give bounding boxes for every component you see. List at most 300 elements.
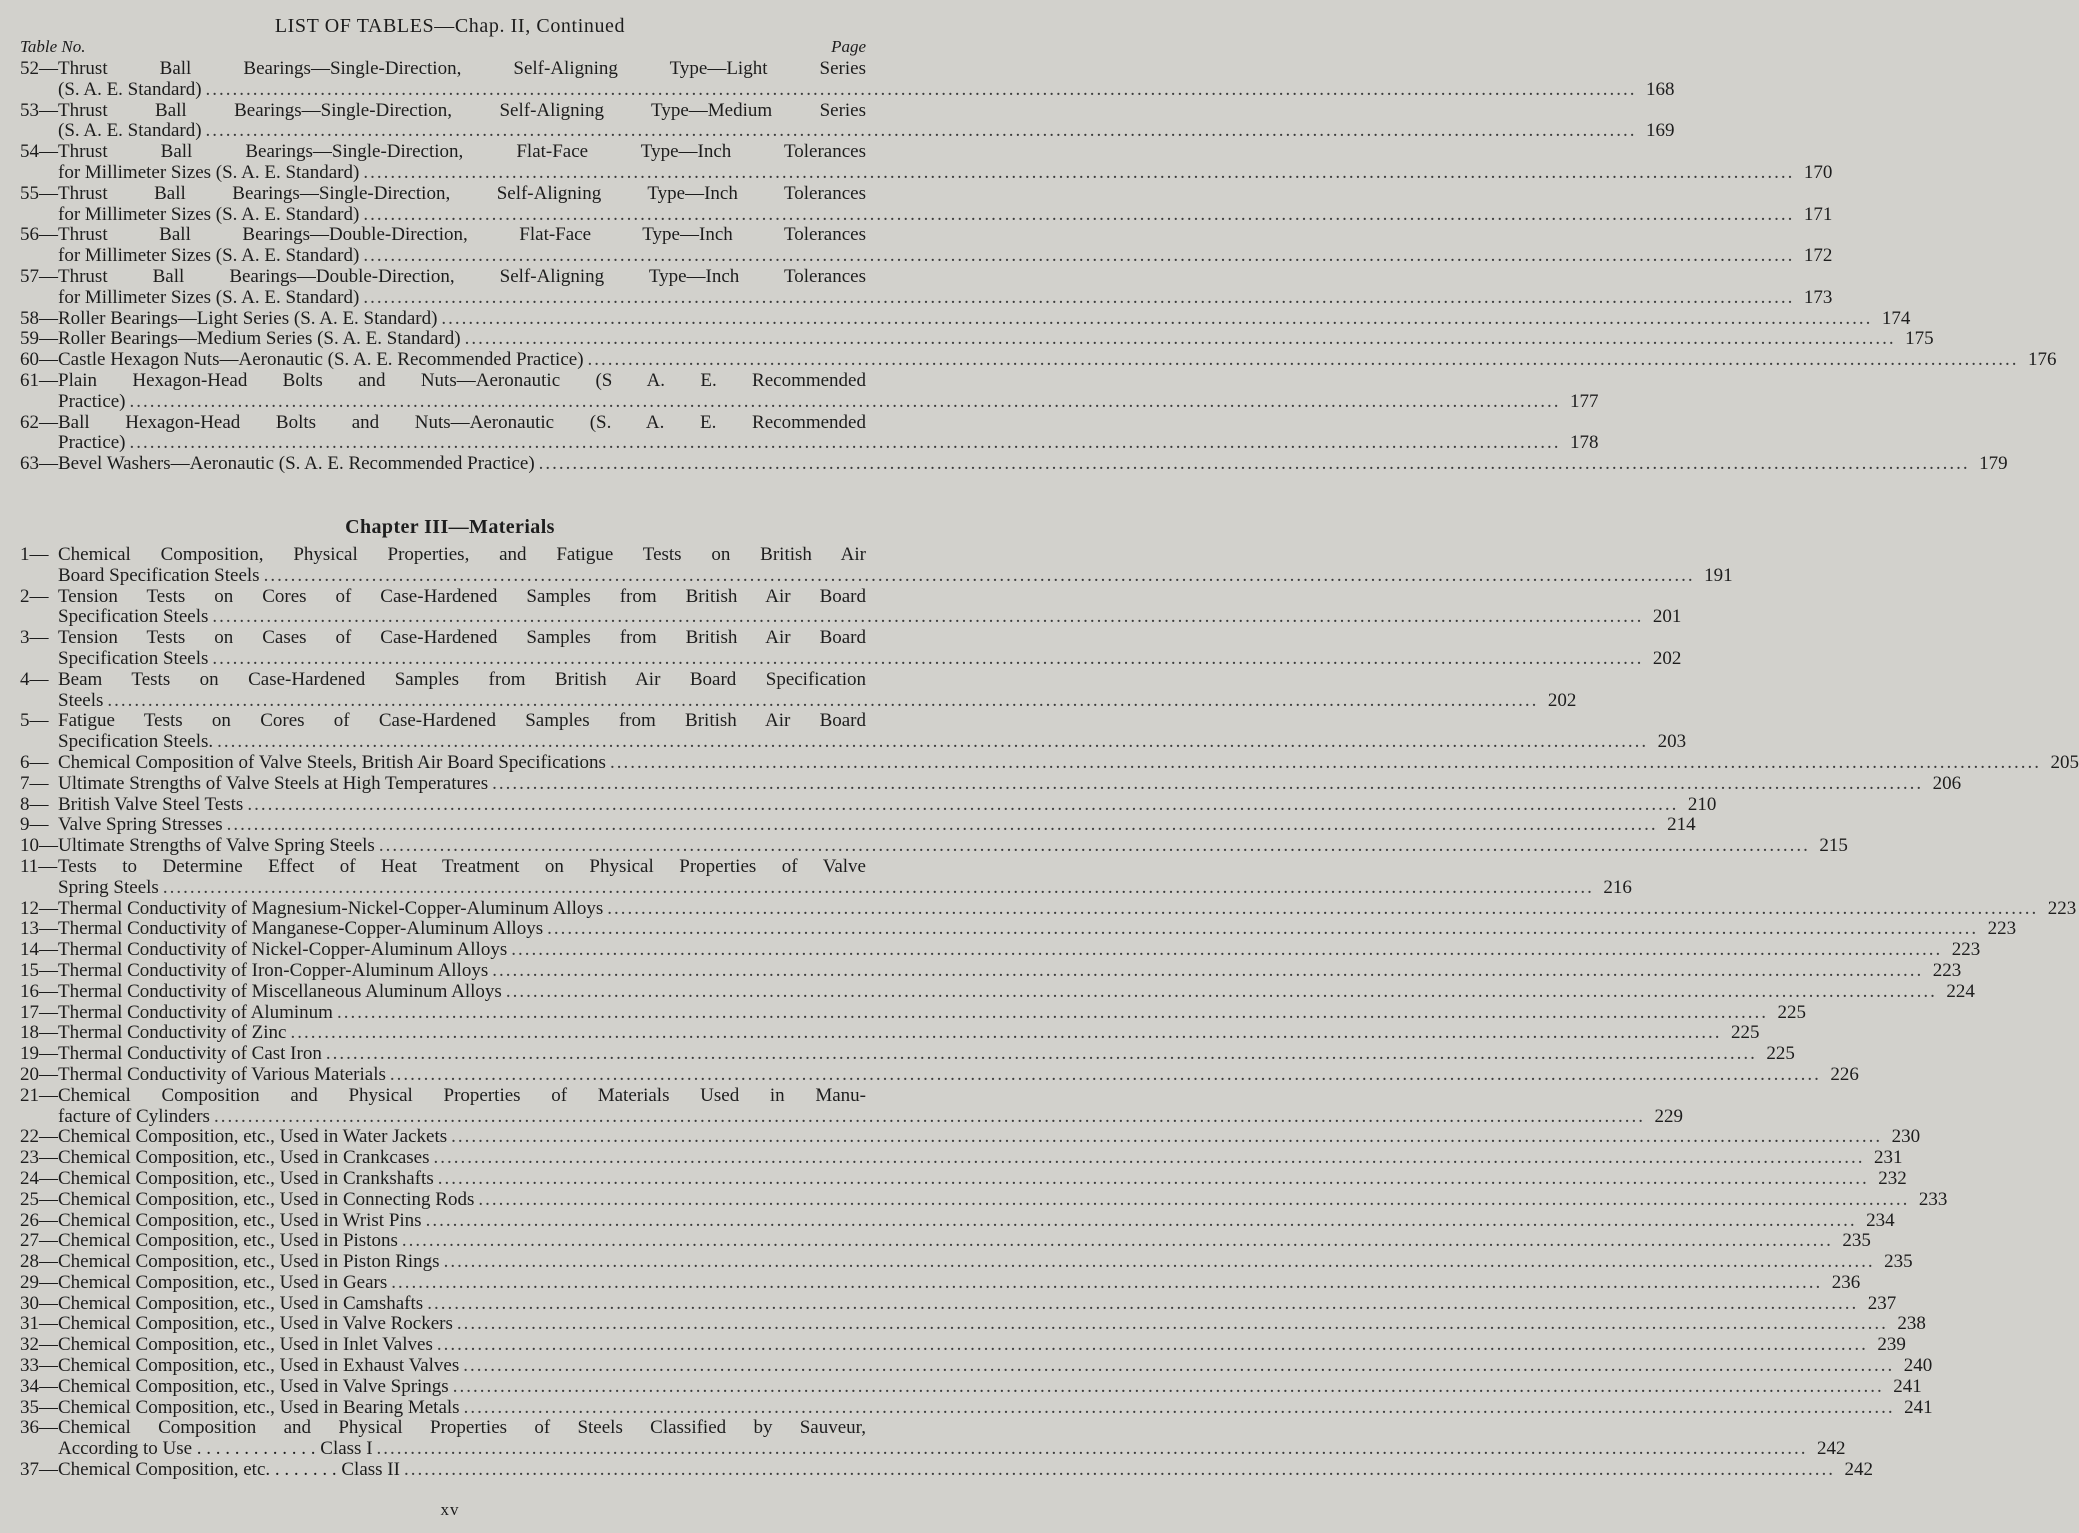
dot-leader xyxy=(107,691,1538,712)
entry-title: for Millimeter Sizes (S. A. E. Standard) xyxy=(58,203,360,225)
table-number: 12— xyxy=(20,897,58,919)
dot-leader xyxy=(427,1294,1858,1315)
table-number: 21— xyxy=(20,1084,58,1106)
table-number: 58— xyxy=(20,307,58,329)
dot-leader xyxy=(433,1148,1864,1169)
entry-line xyxy=(20,267,866,288)
dot-leader xyxy=(457,1314,1888,1335)
toc-entry xyxy=(20,1167,1907,1190)
page-reference: 235 xyxy=(1842,1230,1871,1252)
entry-title: Chemical Composition, etc., Used in Exhaust Valves xyxy=(58,1355,460,1377)
entry-title: Chemical Composition, etc., Used in Camshafts xyxy=(58,1292,424,1314)
entry-line xyxy=(20,59,866,80)
entry-title: Chemical Composition, etc., Used in Gears xyxy=(58,1271,388,1293)
page-reference: 234 xyxy=(1866,1209,1895,1231)
dot-leader xyxy=(212,649,1643,670)
toc-entry xyxy=(20,980,1975,1003)
entry-line xyxy=(20,670,866,691)
dot-leader xyxy=(227,815,1658,836)
page-reference: 232 xyxy=(1878,1167,1907,1189)
entry-continuation-line xyxy=(20,432,1599,454)
entry-continuation-line xyxy=(20,245,1833,267)
entry-line xyxy=(20,1086,866,1107)
table-number: 62— xyxy=(20,411,58,433)
page-reference: 175 xyxy=(1905,328,1934,350)
table-number: 54— xyxy=(20,141,58,163)
table-number: 6— xyxy=(20,751,49,773)
table-number: 30— xyxy=(20,1292,58,1314)
dot-leader xyxy=(326,1044,1757,1065)
dot-leader xyxy=(547,919,1978,940)
entry-line xyxy=(20,1001,1806,1024)
dot-leader xyxy=(290,1023,1721,1044)
entry-title: Chemical Composition and Physical Properties of Steels Classified by Sauveur, xyxy=(58,1417,866,1439)
column-heading-page: Page xyxy=(831,37,866,56)
table-number: 20— xyxy=(20,1063,58,1085)
page-reference: 226 xyxy=(1830,1063,1859,1085)
dot-leader xyxy=(391,1273,1822,1294)
entry-title: Chemical Composition, etc., Used in Wrist Pins xyxy=(58,1209,422,1231)
entry-title: Chemical Composition, etc., Used in Piston Rings xyxy=(58,1251,440,1273)
entry-line xyxy=(20,1271,1861,1294)
dot-leader xyxy=(163,878,1594,899)
toc-entry xyxy=(20,1147,1903,1169)
dot-leader xyxy=(437,1335,1868,1356)
entry-title: Practice) xyxy=(58,432,126,454)
dot-leader xyxy=(492,774,1923,795)
toc-entry xyxy=(20,1355,1933,1377)
entry-line xyxy=(20,711,866,732)
entry-line xyxy=(20,1313,1926,1335)
entry-title: Tests to Determine Effect of Heat Treatment on Physical Properties of Valve xyxy=(58,855,866,877)
table-number: 57— xyxy=(20,265,58,287)
entry-title: Valve Spring Stresses xyxy=(58,814,223,836)
dot-leader xyxy=(444,1252,1875,1273)
toc-entry xyxy=(20,411,1599,455)
entry-continuation-line xyxy=(20,78,1675,101)
page-reference: 233 xyxy=(1918,1188,1948,1210)
entry-line xyxy=(20,1167,1907,1190)
table-number: 18— xyxy=(20,1022,58,1044)
table-number: 53— xyxy=(20,99,58,121)
table-number: 52— xyxy=(20,58,58,79)
entry-line xyxy=(20,939,1981,961)
dot-leader xyxy=(438,1169,1869,1190)
entry-title: Thrust Ball Bearings—Single-Direction, Self-Aligning Type—Inch Tolerances xyxy=(58,182,866,204)
entry-title: Thrust Ball Bearings—Double-Direction, Flat-Face Type—Inch Tolerances xyxy=(58,224,866,246)
entry-title: Roller Bearings—Medium Series (S. A. E. Standard) xyxy=(58,328,461,350)
entry-title: Steels xyxy=(58,689,104,711)
entry-line xyxy=(20,980,1975,1003)
page-reference: 216 xyxy=(1603,876,1632,898)
toc-entry xyxy=(20,1396,1933,1419)
table-number: 63— xyxy=(20,453,58,475)
entry-line xyxy=(20,1126,1921,1148)
entry-line xyxy=(20,1459,1873,1481)
entry-line xyxy=(20,1396,1933,1419)
entry-line xyxy=(20,1188,1948,1211)
entry-title: Chemical Composition of Valve Steels, British Air Board Specifications xyxy=(58,751,606,773)
page-reference: 205 xyxy=(2050,751,2079,773)
table-number: 37— xyxy=(20,1459,58,1481)
page-reference: 210 xyxy=(1687,793,1717,815)
entry-title: Ultimate Strengths of Valve Spring Steels xyxy=(58,835,375,857)
page-reference: 242 xyxy=(1817,1438,1846,1460)
entry-title: Fatigue Tests on Cores of Case-Hardened Samples from British Air Board xyxy=(58,710,866,732)
entry-line xyxy=(20,1292,1897,1315)
entry-continuation-line xyxy=(20,731,1687,753)
page-reference: 202 xyxy=(1547,689,1577,711)
entry-title: Chemical Composition, etc., Used in Valve Rockers xyxy=(58,1313,453,1335)
dot-leader xyxy=(363,163,1794,184)
entry-continuation-line xyxy=(20,203,1833,226)
page-reference: 225 xyxy=(1766,1043,1795,1065)
entry-title: facture of Cylinders xyxy=(58,1105,210,1127)
entry-title: Chemical Composition, etc., Used in Crankshafts xyxy=(58,1167,434,1189)
page-reference: 242 xyxy=(1844,1459,1873,1481)
table-number: 32— xyxy=(20,1334,58,1356)
page-reference: 238 xyxy=(1897,1313,1926,1335)
table-number: 11— xyxy=(20,855,58,877)
entry-line xyxy=(20,453,2008,475)
toc-entry xyxy=(20,1126,1921,1148)
toc-entry xyxy=(20,959,1962,982)
toc-entry xyxy=(20,58,1675,101)
dot-leader xyxy=(402,1231,1833,1252)
table-number: 2— xyxy=(20,585,49,607)
entry-title: Thermal Conductivity of Cast Iron xyxy=(58,1043,322,1065)
entry-title: Castle Hexagon Nuts—Aeronautic (S. A. E. Recommended Practice) xyxy=(58,349,584,371)
table-number: 3— xyxy=(20,627,49,649)
entry-title: Thrust Ball Bearings—Double-Direction, Self-Aligning Type—Inch Tolerances xyxy=(58,265,866,287)
entry-continuation-line xyxy=(20,647,1682,670)
table-number: 25— xyxy=(20,1188,58,1210)
page-reference: 215 xyxy=(1819,835,1848,857)
entry-title: for Millimeter Sizes (S. A. E. Standard) xyxy=(58,245,360,267)
entry-title: Chemical Composition, etc., Used in Valve Springs xyxy=(58,1375,449,1397)
table-number: 13— xyxy=(20,918,58,940)
page-reference: 169 xyxy=(1646,120,1675,142)
entry-title: Specification Steels xyxy=(58,647,209,669)
table-number: 35— xyxy=(20,1396,58,1418)
entry-title: Thrust Ball Bearings—Single-Direction, Flat-Face Type—Inch Tolerances xyxy=(58,141,866,163)
entry-title: Tension Tests on Cores of Case-Hardened Samples from British Air Board xyxy=(58,585,866,607)
entry-line xyxy=(20,413,866,434)
entry-title: Thermal Conductivity of Zinc xyxy=(58,1022,287,1044)
entry-title: Chemical Composition, etc., Used in Pistons xyxy=(58,1230,398,1252)
dot-leader xyxy=(465,329,1896,350)
dot-leader xyxy=(588,350,2019,371)
toc-entry xyxy=(20,265,1833,309)
toc-entry xyxy=(20,453,2008,475)
page-reference: 203 xyxy=(1657,731,1687,753)
dot-leader xyxy=(130,392,1561,413)
entry-line xyxy=(20,1063,1859,1086)
dot-leader xyxy=(511,940,1942,961)
page-reference: 223 xyxy=(1932,959,1962,981)
table-list-chapter-2 xyxy=(20,58,2057,475)
toc-entry xyxy=(20,1230,1871,1252)
entry-title: Thermal Conductivity of Nickel-Copper-Aluminum Alloys xyxy=(58,939,508,961)
entry-line xyxy=(20,1355,1933,1377)
entry-line xyxy=(20,1022,1760,1044)
entry-line xyxy=(20,814,1696,836)
entry-title: Thermal Conductivity of Manganese-Copper-Aluminum Alloys xyxy=(58,918,544,940)
dot-leader xyxy=(337,1003,1768,1024)
entry-title: Thrust Ball Bearings—Single-Direction, Self-Aligning Type—Medium Series xyxy=(58,99,866,121)
entry-line xyxy=(20,918,2017,940)
toc-entry xyxy=(20,99,1675,143)
entry-title: Ball Hexagon-Head Bolts and Nuts—Aeronautic (S. A. E. Recommended xyxy=(58,411,866,433)
toc-entry xyxy=(20,1063,1859,1086)
page-title: LIST OF TABLES—Chap. II, Continued xyxy=(274,15,626,37)
toc-entry xyxy=(20,224,1833,267)
toc-entry xyxy=(20,1334,1906,1356)
entry-continuation-line xyxy=(20,606,1682,628)
dot-leader xyxy=(214,1107,1645,1128)
entry-title: Chemical Composition, etc. . . . . . . . Class II xyxy=(58,1459,400,1481)
entry-line xyxy=(20,1418,866,1439)
toc-entry xyxy=(20,1271,1861,1294)
entry-continuation-line xyxy=(20,161,1833,184)
entry-line xyxy=(20,587,866,608)
dot-leader xyxy=(206,121,1637,142)
table-number: 23— xyxy=(20,1147,58,1169)
table-number: 36— xyxy=(20,1417,58,1439)
entry-line xyxy=(20,1251,1913,1273)
table-number: 4— xyxy=(20,668,49,690)
page-reference: 170 xyxy=(1803,161,1833,183)
page-reference: 224 xyxy=(1946,980,1975,1002)
toc-entry xyxy=(20,1001,1806,1024)
toc-entry xyxy=(20,585,1682,629)
page-reference: 229 xyxy=(1654,1105,1683,1127)
table-number: 7— xyxy=(20,772,49,794)
entry-line xyxy=(20,1043,1795,1065)
table-number: 17— xyxy=(20,1001,58,1023)
chapter-heading: Chapter III—Materials xyxy=(345,516,555,538)
entry-title: Roller Bearings—Light Series (S. A. E. Standard) xyxy=(58,307,438,329)
dot-leader xyxy=(247,795,1678,816)
toc-entry xyxy=(20,751,2079,774)
table-number: 61— xyxy=(20,369,58,391)
entry-continuation-line xyxy=(20,564,1733,587)
toc-entry xyxy=(20,544,1733,587)
page-reference: 206 xyxy=(1932,772,1962,794)
table-list-chapter-3 xyxy=(20,544,2079,1481)
dot-leader xyxy=(478,1190,1909,1211)
dot-leader xyxy=(492,961,1923,982)
toc-entry xyxy=(20,369,1599,413)
page-reference: 177 xyxy=(1570,390,1599,412)
entry-title: Chemical Composition and Physical Properties of Materials Used in Manu- xyxy=(58,1084,866,1106)
entry-title: Thermal Conductivity of Iron-Copper-Aluminum Alloys xyxy=(58,959,489,981)
entry-title: Thermal Conductivity of Aluminum xyxy=(58,1001,333,1023)
table-number: 26— xyxy=(20,1209,58,1231)
page-reference: 214 xyxy=(1667,814,1696,836)
entry-line xyxy=(20,857,866,878)
entry-title: Tension Tests on Cases of Case-Hardened Samples from British Air Board xyxy=(58,627,866,649)
dot-leader xyxy=(212,607,1643,628)
toc-entry xyxy=(20,710,1687,753)
table-number: 56— xyxy=(20,224,58,246)
entry-title: Bevel Washers—Aeronautic (S. A. E. Recommended Practice) xyxy=(58,453,535,475)
page-reference: 176 xyxy=(2028,349,2057,371)
dot-leader xyxy=(130,433,1561,454)
entry-line xyxy=(20,1230,1871,1252)
table-number: 55— xyxy=(20,182,58,204)
toc-entry xyxy=(20,855,1632,899)
entry-line xyxy=(20,349,2057,371)
entry-continuation-line xyxy=(20,390,1599,413)
entry-line xyxy=(20,772,1962,795)
table-number: 29— xyxy=(20,1271,58,1293)
table-number: 16— xyxy=(20,980,58,1002)
page-reference: 179 xyxy=(1979,453,2008,475)
entry-title: Chemical Composition, etc., Used in Inlet Valves xyxy=(58,1334,433,1356)
entry-line xyxy=(20,959,1962,982)
dot-leader xyxy=(463,1356,1894,1377)
toc-entry xyxy=(20,1417,1846,1460)
table-number: 15— xyxy=(20,959,58,981)
toc-entry xyxy=(20,349,2057,371)
toc-entry xyxy=(20,1188,1948,1211)
dot-leader xyxy=(607,899,2038,920)
entry-continuation-line xyxy=(20,286,1833,309)
entry-continuation-line xyxy=(20,876,1632,899)
table-number: 28— xyxy=(20,1251,58,1273)
page-reference: 202 xyxy=(1652,647,1682,669)
table-number: 22— xyxy=(20,1126,58,1148)
entry-title: Beam Tests on Case-Hardened Samples from British Air Board Specification xyxy=(58,668,866,690)
entry-line xyxy=(20,835,1848,857)
entry-line xyxy=(20,1209,1895,1232)
entry-line xyxy=(20,545,866,566)
entry-title: Chemical Composition, etc., Used in Bearing Metals xyxy=(58,1396,460,1418)
entry-continuation-line xyxy=(20,120,1675,142)
column-heading-table-no: Table No. xyxy=(20,37,86,56)
entry-line xyxy=(20,793,1717,816)
entry-title: According to Use . . . . . . . . . . . . . Class I xyxy=(58,1438,373,1460)
toc-entry xyxy=(20,897,2077,920)
toc-entry xyxy=(20,1292,1897,1315)
toc-entry xyxy=(20,1084,1683,1128)
toc-entry xyxy=(20,1313,1926,1335)
page-reference: 173 xyxy=(1803,286,1833,308)
table-number: 9— xyxy=(20,814,49,836)
dot-leader xyxy=(264,566,1695,587)
page-number: xv xyxy=(440,1500,460,1519)
entry-line xyxy=(20,628,866,649)
page-reference: 174 xyxy=(1881,307,1911,329)
toc-entry xyxy=(20,307,1911,330)
table-number: 33— xyxy=(20,1355,58,1377)
table-number: 1— xyxy=(20,544,49,565)
entry-title: for Millimeter Sizes (S. A. E. Standard) xyxy=(58,286,360,308)
page-reference: 178 xyxy=(1570,432,1599,454)
toc-entry xyxy=(20,627,1682,670)
toc-entry xyxy=(20,1043,1795,1065)
entry-line xyxy=(20,1375,1922,1398)
dot-leader xyxy=(363,205,1794,226)
table-number: 19— xyxy=(20,1043,58,1065)
page-reference: 239 xyxy=(1877,1334,1906,1356)
page-reference: 223 xyxy=(1987,918,2017,940)
table-number: 31— xyxy=(20,1313,58,1335)
entry-title: Thermal Conductivity of Miscellaneous Aluminum Alloys xyxy=(58,980,502,1002)
table-number: 24— xyxy=(20,1167,58,1189)
page-reference: 223 xyxy=(2047,897,2077,919)
toc-entry xyxy=(20,814,1696,836)
page-reference: 241 xyxy=(1893,1375,1922,1397)
page-reference: 168 xyxy=(1646,78,1675,100)
page-reference: 241 xyxy=(1904,1396,1933,1418)
entry-title: Chemical Composition, etc., Used in Connecting Rods xyxy=(58,1188,475,1210)
page-reference: 230 xyxy=(1891,1126,1921,1148)
entry-line xyxy=(20,328,1934,350)
page-reference: 201 xyxy=(1652,606,1682,628)
entry-line xyxy=(20,751,2079,774)
entry-title: Practice) xyxy=(58,390,126,412)
page-reference: 236 xyxy=(1831,1271,1861,1293)
dot-leader xyxy=(426,1211,1857,1232)
dot-leader xyxy=(506,982,1937,1003)
entry-continuation-line xyxy=(20,1438,1846,1460)
toc-entry xyxy=(20,835,1848,857)
page-reference: 171 xyxy=(1803,203,1833,225)
toc-entry xyxy=(20,1022,1760,1044)
toc-entry xyxy=(20,1251,1913,1273)
entry-title: Spring Steels xyxy=(58,876,159,898)
page-reference: 191 xyxy=(1704,564,1733,586)
toc-entry xyxy=(20,1209,1895,1232)
page-reference: 225 xyxy=(1730,1022,1760,1044)
dot-leader xyxy=(404,1460,1835,1481)
page-reference: 235 xyxy=(1884,1251,1913,1273)
page-reference: 240 xyxy=(1903,1355,1933,1377)
dot-leader xyxy=(539,454,1970,475)
entry-title: Specification Steels. xyxy=(58,731,214,753)
toc-entry xyxy=(20,1459,1873,1481)
toc-entry xyxy=(20,918,2017,940)
page-reference: 231 xyxy=(1873,1147,1903,1169)
table-number: 8— xyxy=(20,793,49,815)
dot-leader xyxy=(610,753,2041,774)
toc-entry xyxy=(20,793,1717,816)
page-reference: 223 xyxy=(1951,939,1981,961)
table-number: 5— xyxy=(20,710,49,732)
entry-title: Ultimate Strengths of Valve Steels at High Temperatures xyxy=(58,772,489,794)
toc-entry xyxy=(20,939,1981,961)
dot-leader xyxy=(363,246,1794,267)
dot-leader xyxy=(363,288,1794,309)
entry-line xyxy=(20,897,2077,920)
dot-leader xyxy=(377,1439,1808,1460)
page-reference: 237 xyxy=(1867,1292,1897,1314)
dot-leader xyxy=(464,1398,1895,1419)
entry-line xyxy=(20,101,866,122)
entry-continuation-line xyxy=(20,689,1577,712)
dot-leader xyxy=(217,732,1648,753)
entry-line xyxy=(20,371,866,392)
entry-title: Thrust Ball Bearings—Single-Direction, Self-Aligning Type—Light Series xyxy=(58,58,866,79)
entry-line xyxy=(20,1334,1906,1356)
entry-title: Board Specification Steels xyxy=(58,564,260,586)
entry-title: Chemical Composition, etc., Used in Water Jackets xyxy=(58,1126,448,1148)
entry-continuation-line xyxy=(20,1105,1683,1128)
page-reference: 225 xyxy=(1777,1001,1806,1023)
toc-entry xyxy=(20,328,1934,350)
